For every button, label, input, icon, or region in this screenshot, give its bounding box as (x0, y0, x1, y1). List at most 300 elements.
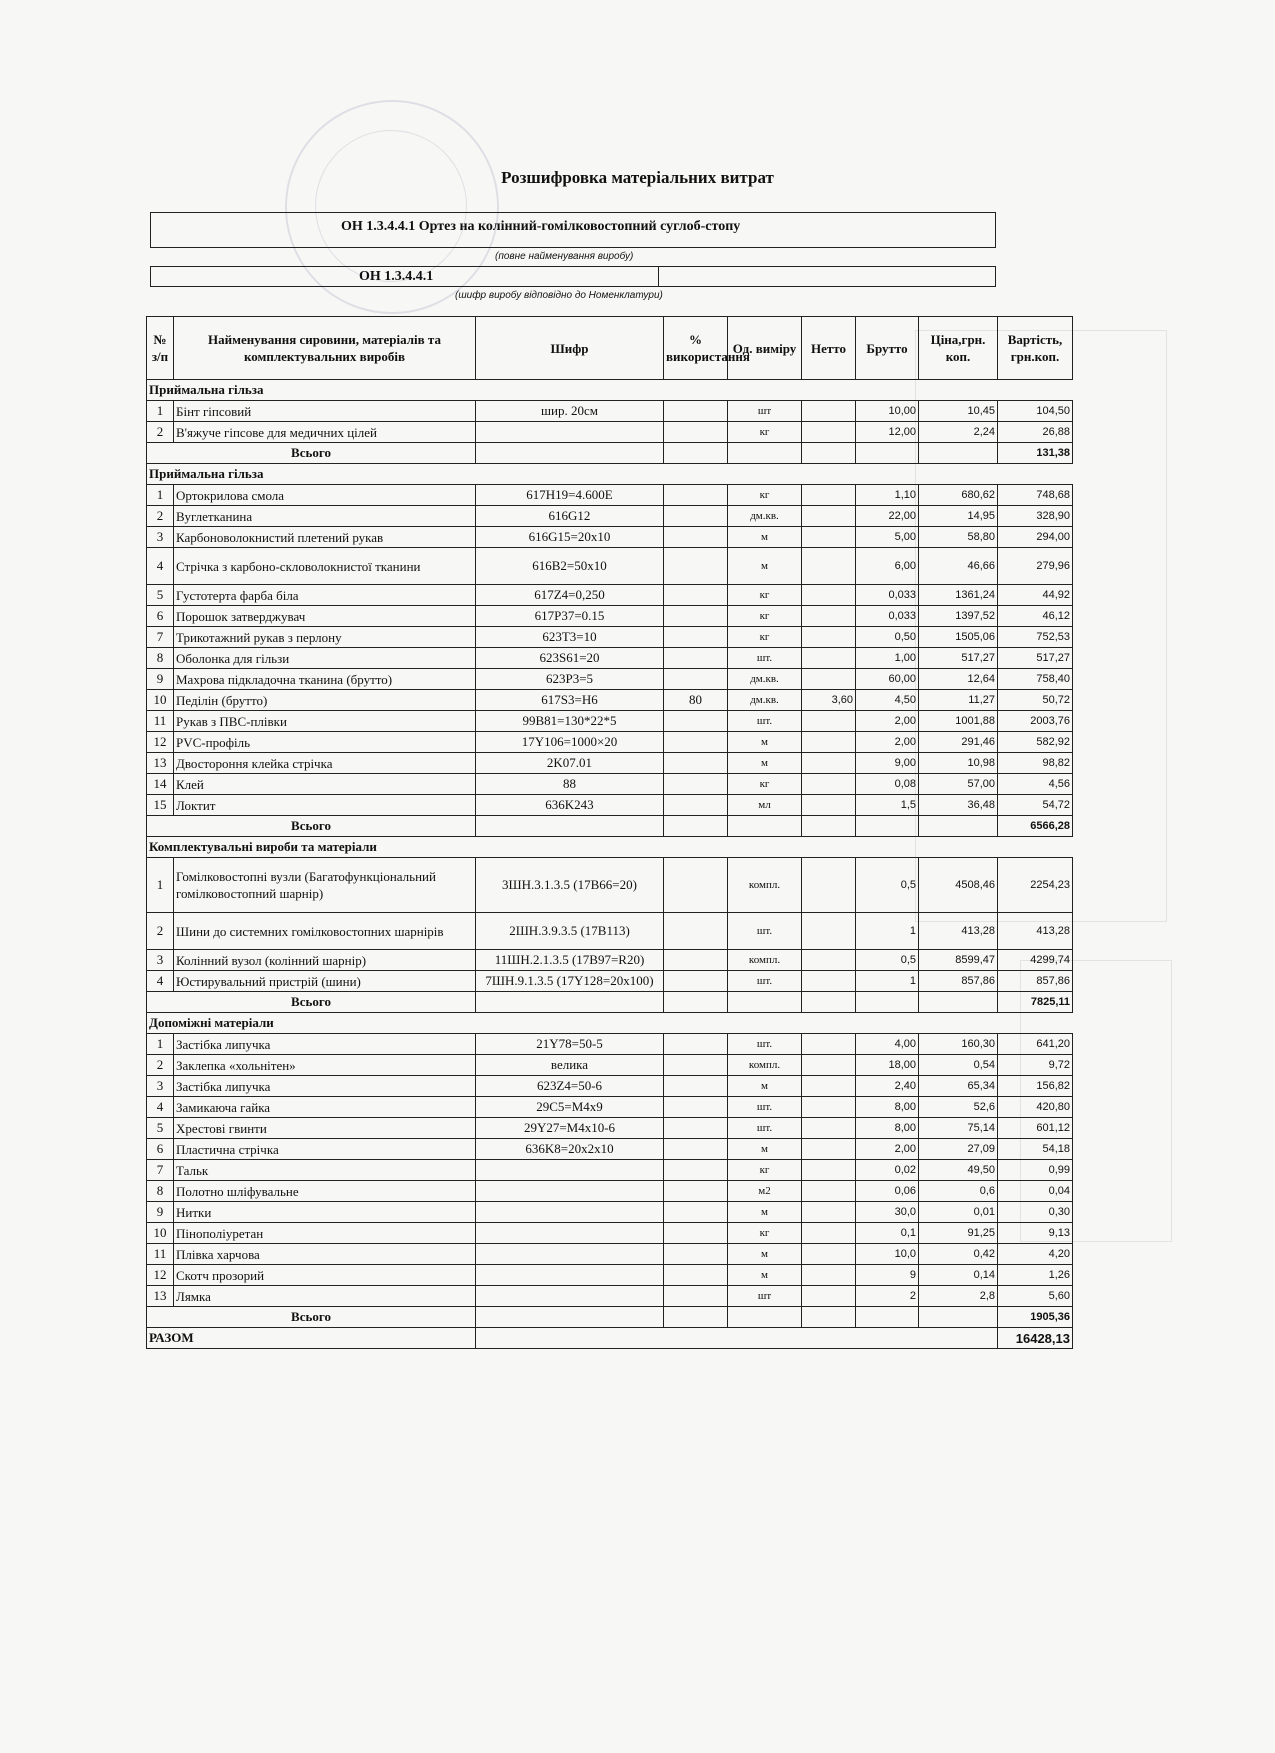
col-header-num: № з/п (147, 317, 174, 380)
material-code: 623Z4=50-6 (476, 1076, 664, 1097)
unit: дм.кв. (728, 690, 802, 711)
table-row (147, 585, 1073, 606)
net-value (802, 669, 856, 690)
section-title: Приймальна гільза (147, 380, 1073, 401)
row-number: 6 (147, 606, 174, 627)
material-name: Юстирувальний пристрій (шини) (174, 971, 476, 992)
material-name: Трикотажний рукав з перлону (174, 627, 476, 648)
section-total-row (147, 443, 1073, 464)
usage-percent (664, 1286, 728, 1307)
table-row (147, 774, 1073, 795)
price: 36,48 (919, 795, 998, 816)
row-number: 3 (147, 1076, 174, 1097)
price: 65,34 (919, 1076, 998, 1097)
unit: м (728, 753, 802, 774)
price: 1505,06 (919, 627, 998, 648)
table-row (147, 913, 1073, 950)
gross-value: 1,5 (856, 795, 919, 816)
gross-value: 6,00 (856, 548, 919, 585)
section-total-row (147, 1307, 1073, 1328)
material-code: 636K8=20x2x10 (476, 1139, 664, 1160)
section-header-row (147, 1013, 1073, 1034)
usage-percent (664, 971, 728, 992)
unit: компл. (728, 858, 802, 913)
price: 160,30 (919, 1034, 998, 1055)
col-header-name: Найменування сировини, матеріалів та комплектувальних виробів (174, 317, 476, 380)
cost: 156,82 (998, 1076, 1073, 1097)
material-code: 29C5=M4x9 (476, 1097, 664, 1118)
section-total-row (147, 816, 1073, 837)
gross-value: 0,08 (856, 774, 919, 795)
gross-value: 30,0 (856, 1202, 919, 1223)
usage-percent: 80 (664, 690, 728, 711)
row-number: 10 (147, 690, 174, 711)
gross-value: 8,00 (856, 1097, 919, 1118)
material-code: 617P37=0.15 (476, 606, 664, 627)
usage-percent (664, 1097, 728, 1118)
cost: 54,72 (998, 795, 1073, 816)
section-total-value: 6566,28 (998, 816, 1073, 837)
usage-percent (664, 753, 728, 774)
usage-percent (664, 606, 728, 627)
cost: 328,90 (998, 506, 1073, 527)
gross-value: 0,1 (856, 1223, 919, 1244)
row-number: 3 (147, 950, 174, 971)
usage-percent (664, 858, 728, 913)
net-value (802, 1181, 856, 1202)
material-name: Плівка харчова (174, 1244, 476, 1265)
price: 0,54 (919, 1055, 998, 1076)
col-header-gross: Брутто (856, 317, 919, 380)
price: 413,28 (919, 913, 998, 950)
row-number: 5 (147, 1118, 174, 1139)
cost: 752,53 (998, 627, 1073, 648)
unit: кг (728, 1223, 802, 1244)
usage-percent (664, 627, 728, 648)
price: 10,45 (919, 401, 998, 422)
usage-percent (664, 1076, 728, 1097)
table-row (147, 606, 1073, 627)
cost: 0,30 (998, 1202, 1073, 1223)
price: 857,86 (919, 971, 998, 992)
gross-value: 2,00 (856, 711, 919, 732)
material-code: 99B81=130*22*5 (476, 711, 664, 732)
material-code: 29Y27=M4x10-6 (476, 1118, 664, 1139)
material-name: Двостороння клейка стрічка (174, 753, 476, 774)
net-value (802, 1139, 856, 1160)
cost: 0,99 (998, 1160, 1073, 1181)
material-name: PVC-профіль (174, 732, 476, 753)
gross-value: 10,00 (856, 401, 919, 422)
cost: 4,20 (998, 1244, 1073, 1265)
material-name: Гомілковостопні вузли (Багатофункціональний гомілковостопний шарнір) (174, 858, 476, 913)
gross-value: 4,00 (856, 1034, 919, 1055)
unit: м (728, 548, 802, 585)
col-header-price: Ціна,грн. коп. (919, 317, 998, 380)
table-header-row (147, 317, 1073, 380)
usage-percent (664, 1244, 728, 1265)
unit: м (728, 1139, 802, 1160)
material-code: 623S61=20 (476, 648, 664, 669)
row-number: 7 (147, 627, 174, 648)
section-total-value: 131,38 (998, 443, 1073, 464)
net-value (802, 1223, 856, 1244)
section-title: Допоміжні матеріали (147, 1013, 1073, 1034)
price: 1001,88 (919, 711, 998, 732)
gross-value: 0,5 (856, 950, 919, 971)
table-row (147, 690, 1073, 711)
material-name: Заклепка «хольнітен» (174, 1055, 476, 1076)
usage-percent (664, 774, 728, 795)
row-number: 1 (147, 485, 174, 506)
price: 2,8 (919, 1286, 998, 1307)
table-row (147, 1097, 1073, 1118)
gross-value: 22,00 (856, 506, 919, 527)
material-code: 2K07.01 (476, 753, 664, 774)
material-name: Махрова підкладочна тканина (брутто) (174, 669, 476, 690)
net-value (802, 950, 856, 971)
material-code (476, 422, 664, 443)
gross-value: 1,00 (856, 648, 919, 669)
table-row (147, 732, 1073, 753)
material-code: 616B2=50x10 (476, 548, 664, 585)
usage-percent (664, 795, 728, 816)
material-name: Педілін (брутто) (174, 690, 476, 711)
section-header-row (147, 837, 1073, 858)
material-code (476, 1181, 664, 1202)
gross-value: 4,50 (856, 690, 919, 711)
net-value (802, 485, 856, 506)
material-name: Замикаюча гайка (174, 1097, 476, 1118)
table-row (147, 1223, 1073, 1244)
material-name: Оболонка для гільзи (174, 648, 476, 669)
section-total-label: Всього (147, 1307, 476, 1328)
net-value (802, 774, 856, 795)
col-header-percent: % використання (664, 317, 728, 380)
product-code-caption: (шифр виробу відповідно до Номенклатури) (455, 290, 663, 301)
material-name: Вуглетканина (174, 506, 476, 527)
gross-value: 1,10 (856, 485, 919, 506)
cost: 4299,74 (998, 950, 1073, 971)
unit: шт. (728, 648, 802, 669)
row-number: 4 (147, 971, 174, 992)
net-value (802, 648, 856, 669)
material-code (476, 1160, 664, 1181)
price: 517,27 (919, 648, 998, 669)
net-value (802, 1034, 856, 1055)
row-number: 12 (147, 1265, 174, 1286)
row-number: 4 (147, 1097, 174, 1118)
usage-percent (664, 1265, 728, 1286)
usage-percent (664, 401, 728, 422)
usage-percent (664, 548, 728, 585)
document-title: Розшифровка матеріальних витрат (501, 168, 774, 187)
net-value (802, 1202, 856, 1223)
net-value (802, 1244, 856, 1265)
row-number: 14 (147, 774, 174, 795)
row-number: 12 (147, 732, 174, 753)
material-code: 2ШН.3.9.3.5 (17B113) (476, 913, 664, 950)
cost: 582,92 (998, 732, 1073, 753)
price: 91,25 (919, 1223, 998, 1244)
section-header-row (147, 464, 1073, 485)
unit: шт. (728, 1034, 802, 1055)
price: 49,50 (919, 1160, 998, 1181)
net-value (802, 1118, 856, 1139)
price: 0,14 (919, 1265, 998, 1286)
material-name: Клей (174, 774, 476, 795)
material-code: шир. 20см (476, 401, 664, 422)
row-number: 7 (147, 1160, 174, 1181)
grand-total-label: РАЗОМ (147, 1328, 476, 1349)
table-row (147, 627, 1073, 648)
row-number: 2 (147, 506, 174, 527)
table-row (147, 795, 1073, 816)
col-header-net: Нетто (802, 317, 856, 380)
price: 14,95 (919, 506, 998, 527)
row-number: 11 (147, 711, 174, 732)
gross-value: 8,00 (856, 1118, 919, 1139)
unit: м (728, 1244, 802, 1265)
usage-percent (664, 648, 728, 669)
table-row (147, 1160, 1073, 1181)
price: 0,01 (919, 1202, 998, 1223)
material-name: Тальк (174, 1160, 476, 1181)
cost: 748,68 (998, 485, 1073, 506)
material-code: 617H19=4.600E (476, 485, 664, 506)
unit: кг (728, 627, 802, 648)
gross-value: 1 (856, 913, 919, 950)
gross-value: 0,033 (856, 606, 919, 627)
row-number: 4 (147, 548, 174, 585)
row-number: 11 (147, 1244, 174, 1265)
net-value (802, 606, 856, 627)
row-number: 2 (147, 913, 174, 950)
table-row (147, 422, 1073, 443)
cost: 641,20 (998, 1034, 1073, 1055)
price: 0,42 (919, 1244, 998, 1265)
net-value (802, 1055, 856, 1076)
table-row (147, 1265, 1073, 1286)
section-total-value: 7825,11 (998, 992, 1073, 1013)
gross-value: 2,40 (856, 1076, 919, 1097)
net-value (802, 971, 856, 992)
cost: 517,27 (998, 648, 1073, 669)
material-code: 21Y78=50-5 (476, 1034, 664, 1055)
usage-percent (664, 1118, 728, 1139)
material-name: Бінт гіпсовий (174, 401, 476, 422)
net-value (802, 422, 856, 443)
cost: 1,26 (998, 1265, 1073, 1286)
price: 57,00 (919, 774, 998, 795)
table-row (147, 1034, 1073, 1055)
section-title: Комплектувальні вироби та матеріали (147, 837, 1073, 858)
table-row (147, 1118, 1073, 1139)
usage-percent (664, 1034, 728, 1055)
col-header-unit: Од. виміру (728, 317, 802, 380)
gross-value: 0,5 (856, 858, 919, 913)
grand-total-row (147, 1328, 1073, 1349)
material-code: 616G15=20x10 (476, 527, 664, 548)
material-code: 617S3=H6 (476, 690, 664, 711)
material-name: Застібка липучка (174, 1034, 476, 1055)
usage-percent (664, 732, 728, 753)
section-total-label: Всього (147, 992, 476, 1013)
net-value (802, 795, 856, 816)
row-number: 3 (147, 527, 174, 548)
unit: шт (728, 401, 802, 422)
row-number: 2 (147, 422, 174, 443)
price: 8599,47 (919, 950, 998, 971)
net-value (802, 585, 856, 606)
unit: м (728, 732, 802, 753)
unit: кг (728, 774, 802, 795)
usage-percent (664, 1055, 728, 1076)
unit: компл. (728, 950, 802, 971)
gross-value: 0,02 (856, 1160, 919, 1181)
product-name: ОН 1.3.4.4.1 Ортез на колінний-гомілковостопний суглоб-стопу (341, 219, 741, 234)
table-row (147, 1286, 1073, 1307)
unit: кг (728, 585, 802, 606)
price: 27,09 (919, 1139, 998, 1160)
material-name: Пластична стрічка (174, 1139, 476, 1160)
col-header-cost: Вартість, грн.коп. (998, 317, 1073, 380)
table-row (147, 858, 1073, 913)
unit: кг (728, 422, 802, 443)
material-code: 11ШН.2.1.3.5 (17B97=R20) (476, 950, 664, 971)
material-code: 3ШН.3.1.3.5 (17B66=20) (476, 858, 664, 913)
unit: м (728, 1202, 802, 1223)
row-number: 2 (147, 1055, 174, 1076)
price: 46,66 (919, 548, 998, 585)
material-code (476, 1286, 664, 1307)
price: 1361,24 (919, 585, 998, 606)
unit: кг (728, 606, 802, 627)
table-row (147, 648, 1073, 669)
table-row (147, 548, 1073, 585)
section-header-row (147, 380, 1073, 401)
gross-value: 0,033 (856, 585, 919, 606)
material-code: 17Y106=1000×20 (476, 732, 664, 753)
net-value (802, 732, 856, 753)
cost: 758,40 (998, 669, 1073, 690)
cost: 601,12 (998, 1118, 1073, 1139)
unit: м2 (728, 1181, 802, 1202)
unit: м (728, 1076, 802, 1097)
row-number: 1 (147, 858, 174, 913)
col-header-code: Шифр (476, 317, 664, 380)
table-body (147, 380, 1073, 1349)
unit: кг (728, 1160, 802, 1181)
cost: 46,12 (998, 606, 1073, 627)
cost: 413,28 (998, 913, 1073, 950)
price: 680,62 (919, 485, 998, 506)
usage-percent (664, 1202, 728, 1223)
unit: дм.кв. (728, 506, 802, 527)
price: 75,14 (919, 1118, 998, 1139)
net-value (802, 1076, 856, 1097)
usage-percent (664, 527, 728, 548)
cost: 279,96 (998, 548, 1073, 585)
material-code: 88 (476, 774, 664, 795)
material-code: 623T3=10 (476, 627, 664, 648)
net-value (802, 1286, 856, 1307)
material-code: 636K243 (476, 795, 664, 816)
row-number: 13 (147, 753, 174, 774)
table-row (147, 971, 1073, 992)
unit: шт. (728, 971, 802, 992)
unit: шт. (728, 913, 802, 950)
material-code: велика (476, 1055, 664, 1076)
price: 10,98 (919, 753, 998, 774)
table-row (147, 1181, 1073, 1202)
usage-percent (664, 1223, 728, 1244)
table-row (147, 753, 1073, 774)
table-row (147, 506, 1073, 527)
price: 52,6 (919, 1097, 998, 1118)
net-value (802, 1097, 856, 1118)
net-value (802, 913, 856, 950)
section-total-label: Всього (147, 443, 476, 464)
price: 2,24 (919, 422, 998, 443)
material-name: Стрічка з карбоно-скловолокнистої тканини (174, 548, 476, 585)
material-name: Застібка липучка (174, 1076, 476, 1097)
table-row (147, 1076, 1073, 1097)
table-row (147, 527, 1073, 548)
cost: 104,50 (998, 401, 1073, 422)
material-code (476, 1244, 664, 1265)
row-number: 15 (147, 795, 174, 816)
gross-value: 9 (856, 1265, 919, 1286)
material-name: Рукав з ПВС-плівки (174, 711, 476, 732)
usage-percent (664, 506, 728, 527)
gross-value: 2 (856, 1286, 919, 1307)
net-value (802, 858, 856, 913)
material-code (476, 1223, 664, 1244)
cost: 50,72 (998, 690, 1073, 711)
material-name: Хрестові гвинти (174, 1118, 476, 1139)
material-code (476, 1202, 664, 1223)
price: 11,27 (919, 690, 998, 711)
price: 4508,46 (919, 858, 998, 913)
gross-value: 5,00 (856, 527, 919, 548)
net-value (802, 753, 856, 774)
product-name-caption: (повне найменування виробу) (495, 251, 634, 262)
materials-table (146, 316, 1073, 1349)
cost: 4,56 (998, 774, 1073, 795)
unit: кг (728, 485, 802, 506)
material-code: 617Z4=0,250 (476, 585, 664, 606)
row-number: 8 (147, 648, 174, 669)
material-name: Нитки (174, 1202, 476, 1223)
price: 1397,52 (919, 606, 998, 627)
price: 291,46 (919, 732, 998, 753)
row-number: 5 (147, 585, 174, 606)
material-name: Ортокрилова смола (174, 485, 476, 506)
unit: дм.кв. (728, 669, 802, 690)
net-value (802, 711, 856, 732)
table-row (147, 401, 1073, 422)
row-number: 9 (147, 669, 174, 690)
row-number: 8 (147, 1181, 174, 1202)
product-code-box (150, 266, 996, 287)
price: 0,6 (919, 1181, 998, 1202)
gross-value: 2,00 (856, 1139, 919, 1160)
unit: шт. (728, 1118, 802, 1139)
section-title: Приймальна гільза (147, 464, 1073, 485)
gross-value: 12,00 (856, 422, 919, 443)
gross-value: 0,50 (856, 627, 919, 648)
